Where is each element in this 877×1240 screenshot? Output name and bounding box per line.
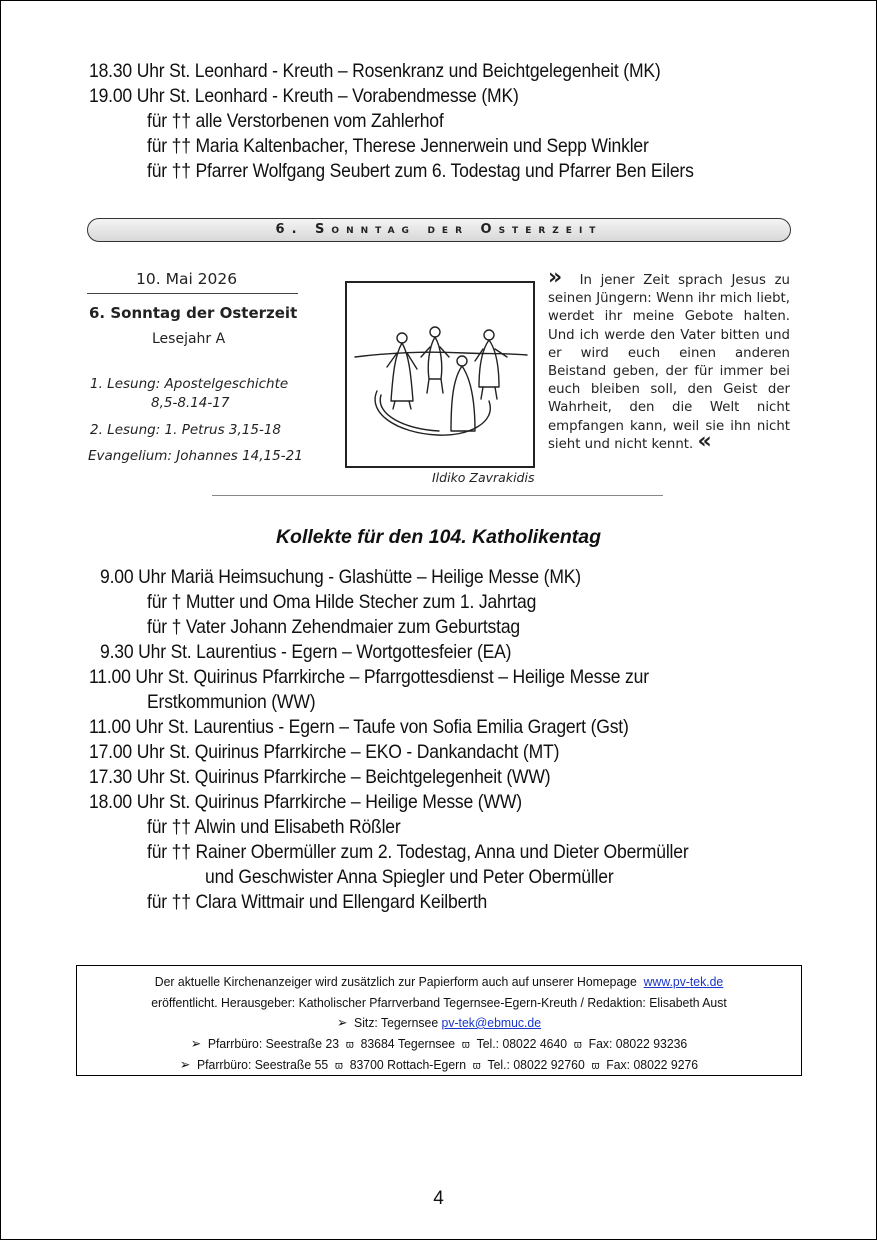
sunday-name: 6. Sonntag der Osterzeit [89, 304, 298, 322]
sunday-banner [87, 218, 791, 242]
kollekte-heading: Kollekte für den 104. Katholikentag [275, 526, 602, 548]
gospel: Evangelium: Johannes 14,15-21 [88, 448, 303, 464]
illustration-disciples [345, 281, 535, 468]
phone-icon: ϖ [573, 1038, 582, 1051]
footer-text: eröffentlicht. Herausgeber: Katholischer Pfarrverband Tegernsee-Egern-Kreuth / Redaktion: Elisabeth Aust [151, 994, 727, 1010]
reading-1: 1. Lesung: Apostelgeschichte [90, 376, 289, 392]
schedule-line: 9.30 Uhr St. Laurentius - Egern – Wortgottesfeier (EA) [100, 641, 512, 663]
schedule-line: 19.00 Uhr St. Leonhard - Kreuth – Vorabendmesse (MK) [89, 85, 519, 107]
schedule-line-cont: Erstkommunion (WW) [147, 691, 316, 713]
office-tel: Tel.: 08022 4640 [476, 1035, 568, 1051]
office-city: 83700 Rottach-Egern [349, 1057, 466, 1072]
office-city: 83684 Tegernsee [360, 1035, 456, 1051]
phone-icon: ϖ [334, 1060, 343, 1072]
reading-1-ref: 8,5-8.14-17 [151, 395, 230, 411]
bullet-icon: ➢ [190, 1035, 202, 1051]
intention-line: für †† Clara Wittmair und Ellengard Keilberth [147, 891, 488, 913]
banner-title: 6. Sonntag der Osterzeit [275, 222, 603, 237]
schedule-line: 17.30 Uhr St. Quirinus Pfarrkirche – Beichtgelegenheit (WW) [89, 766, 551, 788]
sunday-date: 10. Mai 2026 [136, 270, 238, 288]
reading-2: 2. Lesung: 1. Petrus 3,15-18 [90, 422, 282, 438]
intention-line: für †† Alwin und Elisabeth Rößler [147, 816, 401, 838]
quote-open-mark: » [548, 265, 563, 290]
phone-icon: ϖ [472, 1060, 481, 1072]
schedule-line: 18.00 Uhr St. Quirinus Pfarrkirche – Heilige Messe (WW) [89, 791, 522, 813]
intention-line: für †† alle Verstorbenen vom Zahlerhof [147, 110, 444, 132]
intention-line: für † Vater Johann Zehendmaier zum Geburtstag [147, 616, 521, 638]
intention-line: für † Mutter und Oma Hilde Stecher zum 1. Jahrtag [147, 591, 537, 613]
artist-credit: Ildiko Zavrakidis [432, 470, 535, 485]
schedule-line: 11.00 Uhr St. Laurentius - Egern – Taufe von Sofia Emilia Gragert (Gst) [89, 716, 629, 738]
lesejahr: Lesejahr A [152, 331, 226, 347]
office-fax: Fax: 08022 9276 [606, 1057, 699, 1072]
bullet-icon: ➢ [336, 1015, 348, 1030]
disciples-drawing-icon [347, 283, 533, 466]
intention-line: für †† Pfarrer Wolfgang Seubert zum 6. Todestag und Pfarrer Ben Eilers [147, 160, 694, 182]
phone-icon: ϖ [461, 1038, 470, 1051]
phone-icon: ϖ [591, 1060, 600, 1072]
email-link[interactable]: pv-tek@ebmuc.de [441, 1015, 542, 1030]
divider [212, 495, 663, 496]
intention-line: für †† Maria Kaltenbacher, Therese Jennerwein und Sepp Winkler [147, 135, 649, 157]
bullet-icon: ➢ [179, 1057, 191, 1072]
schedule-line: 17.00 Uhr St. Quirinus Pfarrkirche – EKO - Dankandacht (MT) [89, 741, 560, 763]
quote-text: In jener Zeit sprach Jesus zu seinen Jüngern: Wenn ihr mich liebt, werdet ihr meine Gebote halten. Und ich werde den Vater bitten und er wird euch einen anderen Beistand geben, der für immer bei euch bleiben soll, den Geist der Wahrheit, den die Welt nicht empfangen kann, weil sie ihn nicht sieht und nicht kennt. [548, 273, 790, 452]
schedule-line: 9.00 Uhr Mariä Heimsuchung - Glashütte – Heilige Messe (MK) [100, 566, 581, 588]
intention-line: für †† Rainer Obermüller zum 2. Todestag, Anna und Dieter Obermüller [147, 841, 689, 863]
office-address: Pfarrbüro: Seestraße 55 [196, 1057, 329, 1072]
schedule-line: 11.00 Uhr St. Quirinus Pfarrkirche – Pfarrgottesdienst – Heilige Messe zur [89, 666, 649, 688]
footer-text: Der aktuelle Kirchenanzeiger wird zusätzlich zur Papierform auch auf unserer Homepage [154, 974, 637, 989]
divider [87, 293, 298, 294]
quote-close-mark: « [697, 428, 712, 454]
schedule-line: 18.30 Uhr St. Leonhard - Kreuth – Rosenkranz und Beichtgelegenheit (MK) [89, 60, 661, 82]
page-number: 4 [433, 1188, 444, 1209]
office-tel: Tel.: 08022 92760 [487, 1057, 585, 1072]
gospel-quote [548, 265, 790, 454]
office-fax: Fax: 08022 93236 [588, 1035, 688, 1051]
homepage-link[interactable]: www.pv-tek.de [643, 974, 724, 989]
intention-line-cont: und Geschwister Anna Spiegler und Peter Obermüller [205, 866, 614, 888]
sitz-text: Sitz: Tegernsee [354, 1015, 439, 1030]
phone-icon: ϖ [345, 1038, 354, 1051]
office-address: Pfarrbüro: Seestraße 23 [207, 1035, 340, 1051]
footer-box [76, 965, 802, 1076]
